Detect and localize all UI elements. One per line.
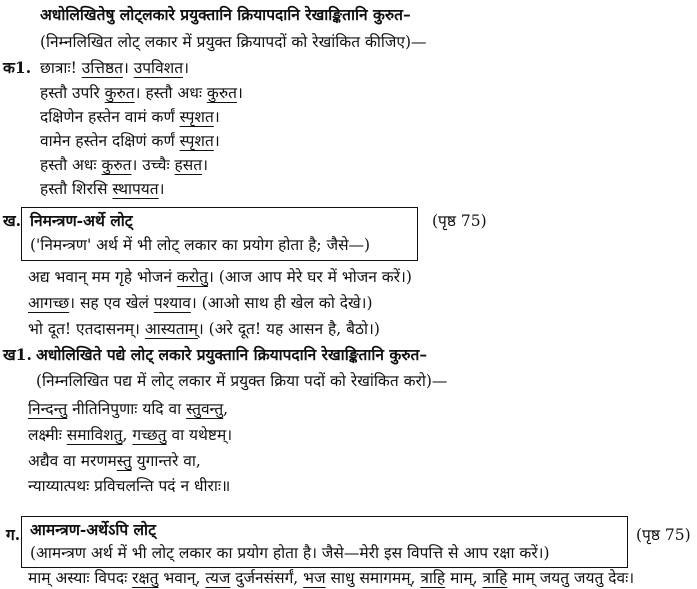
underlined-verb: समाविशतु [66,426,123,444]
text-segment: हस्तौ उपरि [40,84,105,102]
section-kha-label: ख. [3,211,22,230]
section-ga-note: (आमन्त्रण अर्थ में भी लोट् लकार का प्रयोग होता है। जैसे—मेरी इस विपत्ति से आप रक्षा करें।) [30,544,550,562]
text-segment: हस्तौ शिरसि [40,180,113,198]
text-segment: । सह एव खेलं [69,294,154,312]
sentence-line [40,106,220,128]
underlined-verb: निन्दन्तु [28,400,68,418]
text-segment: माम्, [445,569,483,587]
verse-line [28,424,232,446]
text-segment: नीतिनिपुणाः यदि वा [67,400,187,418]
underlined-verb: त्राहि [482,569,508,587]
underlined-verb: स्तु [116,452,132,470]
sentence-line [28,318,380,340]
section-kha1-subheading: (निम्नलिखित पद्य में लोट् लकार में प्रयुक्त क्रिया पदों को रेखांकित करो)— [36,372,448,390]
text-segment: । [213,108,220,126]
underlined-verb: स्पृशत [179,108,214,126]
underlined-verb: कुरुत [104,84,135,102]
section-ka1-subheading: (निम्नलिखित लोट् लकार में प्रयुक्त क्रियापदों को रेखांकित कीजिए)— [40,33,427,51]
text-segment: माम् अस्याः विपदः [28,569,133,587]
text-segment: अद्य भवान् मम गृहे भोजनं [28,268,177,286]
section-ka1-heading: अधोलिखितेषु लोट्लकारे प्रयुक्तानि क्रियापदानि रेखाङ्कितानि कुरुत– [40,5,411,24]
section-ga-box [21,516,628,568]
underlined-verb: आगच्छ [28,294,70,312]
text-segment: । [158,180,165,198]
text-segment: युगान्तरे वा, [131,452,201,470]
text-segment: , [223,400,229,418]
text-segment: । हस्तौ अधः [134,84,207,102]
sentence-line [28,266,412,288]
section-ga-title: आमन्त्रण-अर्थेऽपि लोट् [30,520,156,539]
section-kha-note: ('निमन्त्रण' अर्थ में भी लोट् लकार का प्रयोग होता है; जैसे—) [30,236,371,254]
underlined-verb: करोतु [176,268,208,286]
underlined-verb: आस्यताम् [144,320,198,338]
sentence-line [40,57,189,79]
text-segment: । (आओ साथ ही खेल को देखे।) [190,294,373,312]
text-segment: छात्राः! [40,59,82,77]
text-segment: , [122,426,133,444]
text-segment: दक्षिणेन हस्तेन वामं कर्णं [40,108,180,126]
sentence-line [40,154,208,176]
sentence-line [28,292,373,314]
text-segment: दुर्जनसंसर्गं, [230,569,304,587]
text-segment: भवान्, [158,569,206,587]
text-segment: लक्ष्मीः [28,426,67,444]
text-segment: माम् जयतु जयतु देवः। [507,569,635,587]
text-segment: साधु समागमम्, [325,569,421,587]
underlined-verb: स्थापयत [112,180,159,198]
text-segment: । [202,156,208,174]
verse-line [28,475,230,497]
text-segment: अद्यैव वा मरणम [28,452,117,470]
underlined-verb: उत्तिष्ठत [81,59,123,77]
text-segment: । [122,59,134,77]
section-kha1-label: ख1. [3,345,32,364]
sentence-line [40,130,220,152]
section-ka1-label: क1. [3,58,32,77]
underlined-verb: स्पृशत [179,132,214,150]
sentence-line [40,178,165,200]
section-kha1-heading: अधोलिखिते पद्ये लोट् लकारे प्रयुक्तानि क्रियापदानि रेखाङ्कितानि कुरुत– [36,345,428,364]
text-segment: । [236,84,243,102]
text-segment: । [183,59,189,77]
text-segment: । (अरे दूत! यह आसन है, बैठो।) [197,320,380,338]
underlined-verb: भज [303,569,326,587]
text-segment: न्याय्यात्पथः प्रविचलन्ति पदं न धीराः॥ [28,477,231,495]
section-kha-title: निमन्त्रण-अर्थे लोट् [30,211,133,230]
text-segment: भो दूत! एतदासनम्। [28,320,145,338]
sentence-line [40,82,243,104]
section-ga-label: ग. [6,525,21,544]
underlined-verb: कुरुत [206,84,237,102]
underlined-verb: त्यज [205,569,231,587]
underlined-verb: गच्छतु [132,426,167,444]
verse-line [28,398,228,420]
text-segment: । उच्चैः [131,156,175,174]
text-segment: वामेन हस्तेन दक्षिणं कर्णं [40,132,180,150]
text-segment: । [213,132,220,150]
verse-line [28,450,201,472]
underlined-verb: कुरुत [101,156,132,174]
section-ga-page-ref: (पृष्ठ 75) [636,526,691,544]
text-segment: वा यथेष्टम्। [166,426,233,444]
underlined-verb: उपविशत [133,59,184,77]
underlined-verb: पश्याव [153,294,191,312]
section-kha-page-ref: (पृष्ठ 75) [432,212,487,230]
section-kha-box [21,207,418,261]
text-segment: । (आज आप मेरे घर में भोजन करें।) [207,268,412,286]
underlined-verb: हसत [174,156,203,174]
underlined-verb: रक्षतु [132,569,159,587]
underlined-verb: त्राहि [420,569,446,587]
underlined-verb: स्तुवन्तु [186,400,224,418]
text-segment: हस्तौ अधः [40,156,102,174]
